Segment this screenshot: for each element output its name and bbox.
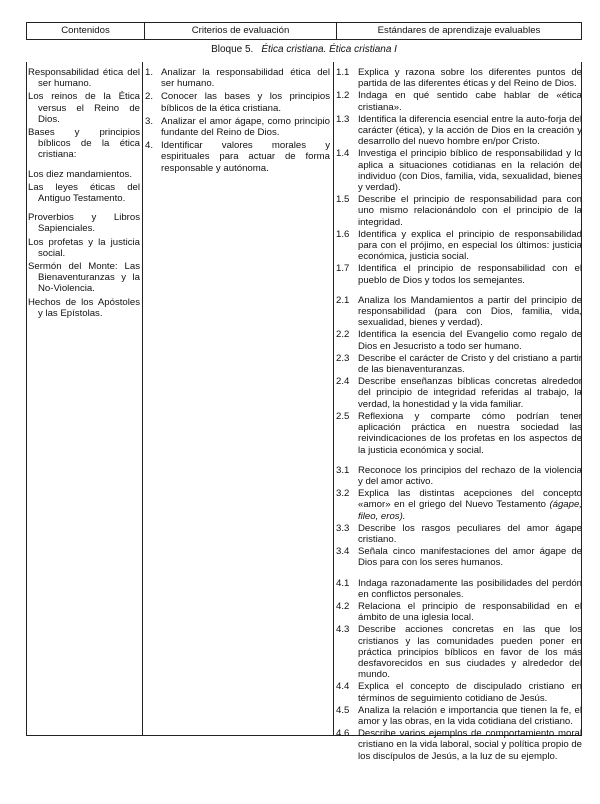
estandar-number: 2.3 — [336, 352, 350, 364]
table-border-left — [26, 62, 27, 736]
estandar-item — [336, 353, 582, 375]
block-name: Ética cristiana. Ética cristiana I — [261, 44, 397, 55]
column-divider-2 — [333, 62, 334, 736]
estandar-item — [336, 546, 582, 568]
estandar-number: 1.2 — [336, 90, 350, 102]
estandar-number: 3.4 — [336, 546, 350, 558]
header-estandares: Estándares de aprendizaje evaluables — [377, 25, 541, 37]
curriculum-table — [26, 22, 582, 762]
estandar-item — [336, 488, 582, 522]
criterio-number: 1. — [145, 67, 154, 78]
estandar-text: Identifica la diferencia esencial entre la auto-forja del carácter (ética), y la acción de Dios en la creación y desarrollo del nuevo hombre en/por Cristo. — [358, 113, 582, 148]
contenidos-column — [28, 67, 140, 321]
estandar-text: Reflexiona y comparte cómo podrían tener aplicación práctica en nuestra sociedad las reivindicaciones de los profetas en los aspectos de la justicia económica y social. — [358, 410, 582, 456]
criterio-text: Analizar el amor ágape, como principio fundante del Reino de Dios. — [161, 115, 330, 139]
criterio-number: 3. — [145, 115, 154, 127]
contenido-item: Proverbios y Libros Sapienciales. — [28, 212, 140, 235]
estandar-item — [336, 329, 582, 351]
criterio-text: Identificar valores morales y espirituales para actuar de forma responsable y autónoma. — [161, 140, 330, 174]
estandar-number: 2.4 — [336, 376, 350, 388]
criterio-item — [145, 116, 330, 138]
estandar-item — [336, 148, 582, 193]
estandar-number: 1.4 — [336, 148, 350, 160]
estandar-number: 1.7 — [336, 263, 350, 275]
estandar-item — [336, 194, 582, 228]
estandar-number: 1.3 — [336, 113, 350, 125]
block-label: Bloque 5. — [211, 44, 254, 55]
estandar-item — [336, 705, 582, 727]
estandar-text: Identifica el principio de responsabilidad con el pueblo de Dios y todos los semejantes. — [358, 263, 582, 286]
estandar-text: Describe el carácter de Cristo y del cristiano a partir de las bienaventuranzas. — [358, 352, 582, 376]
estandar-text: Analiza la relación e importancia que tienen la fe, el amor y las obras, en la vida cotidiana del cristiano. — [358, 704, 582, 727]
estandares-column — [336, 67, 582, 763]
estandar-item — [336, 295, 582, 329]
estandar-text: Describe los rasgos peculiares del amor ágape cristiano. — [358, 522, 582, 545]
contenido-item: Bases y principios bíblicos de la ética cristiana: — [28, 127, 140, 161]
estandar-text: Identifica la esencia del Evangelio como regalo de Dios en Jesucristo a todo ser humano. — [358, 329, 582, 352]
estandar-text: Reconoce los principios del rechazo de la violencia y del amor activo. — [358, 464, 582, 487]
estandar-item — [336, 376, 582, 410]
estandar-item — [336, 263, 582, 285]
estandar-item — [336, 728, 582, 762]
estandar-number: 4.3 — [336, 624, 350, 636]
header-contenidos: Contenidos — [27, 23, 145, 39]
criterio-item — [145, 91, 330, 113]
contenido-item: Responsabilidad ética del ser humano. — [28, 67, 140, 90]
estandar-text: Describe el principio de responsabilidad para con uno mismo relacionándolo con el principio de la integridad. — [358, 194, 582, 228]
header-criterios: Criterios de evaluación — [145, 23, 337, 39]
estandar-text: Describe varios ejemplos de comportamiento moral cristiano en la vida laboral, social y política propio de los discípulos de Jesús, a la luz de su ejemplo. — [358, 728, 582, 762]
criterio-text: Analizar la responsabilidad ética del ser humano. — [161, 67, 330, 90]
estandar-number: 1.1 — [336, 67, 350, 78]
estandar-text: Describe enseñanzas bíblicas concretas alrededor del principio de integridad referidas al trabajo, la verdad, la honestidad y la vida familiar. — [358, 376, 582, 410]
estandar-number: 1.6 — [336, 228, 350, 240]
contenido-item: Hechos de los Apóstoles y las Epístolas. — [28, 296, 140, 319]
estandar-item — [336, 601, 582, 623]
estandar-number: 2.1 — [336, 294, 350, 306]
estandar-item — [336, 90, 582, 112]
column-divider-1 — [142, 62, 143, 736]
estandar-text: Explica y razona sobre los diferentes puntos de partida de las diferentes éticas y del Reino de Dios. — [358, 67, 582, 90]
table-header — [26, 22, 582, 40]
criterio-number: 4. — [145, 140, 154, 152]
estandar-number: 1.5 — [336, 194, 350, 206]
estandar-number: 4.6 — [336, 728, 350, 740]
contenido-item: Los reinos de la Ética versus el Reino de Dios. — [28, 91, 140, 125]
criterio-text: Conocer las bases y los principios bíblicos de la ética cristiana. — [161, 91, 330, 114]
estandar-number: 3.2 — [336, 488, 350, 500]
estandar-number: 4.1 — [336, 577, 350, 589]
estandar-number: 4.4 — [336, 681, 350, 693]
block-title — [26, 44, 582, 60]
estandar-item — [336, 681, 582, 703]
contenido-item: Los diez mandamientos. — [28, 168, 132, 180]
estandar-number: 4.5 — [336, 704, 350, 716]
estandar-text: Indaga en qué sentido cabe hablar de «ética cristiana». — [358, 90, 582, 113]
estandar-text: Explica las distintas acepciones del concepto «amor» en el griego del Nuevo Testamento — [358, 488, 582, 511]
estandar-text: Describe acciones concretas en las que los cristianos y las comunidades pueden poner en práctica principios bíblicos en favor de los más desfavorecidos en sus ciudades y alrededor del mundo. — [358, 624, 582, 681]
estandar-text: Indaga razonadamente las posibilidades del perdón en conflictos personales. — [358, 577, 582, 600]
contenido-item: Las leyes éticas del Antiguo Testamento. — [28, 181, 140, 205]
criterios-column — [145, 67, 330, 176]
estandar-number: 3.3 — [336, 522, 350, 534]
estandar-item — [336, 114, 582, 148]
estandar-item — [336, 465, 582, 487]
estandar-text: Relaciona el principio de responsabilidad en el ámbito de una iglesia local. — [358, 600, 582, 624]
contenido-item: Sermón del Monte: Las Bienaventuranzas y la No-Violencia. — [28, 261, 140, 295]
estandar-text: Analiza los Mandamientos a partir del principio de responsabilidad (para con Dios, familia, vida, sexualidad, bienes y verdad). — [358, 294, 582, 329]
estandar-number: 2.2 — [336, 329, 350, 341]
estandar-number: 4.2 — [336, 600, 350, 612]
criterio-number: 2. — [145, 91, 154, 103]
estandar-number: 3.1 — [336, 464, 350, 476]
estandar-item — [336, 578, 582, 600]
estandar-item — [336, 624, 582, 680]
estandar-number: 2.5 — [336, 410, 350, 422]
estandar-text: Investiga el principio bíblico de responsabilidad y lo aplica a situaciones cotidianas en la relación del individuo (con Dios, familia, vida, sexualidad, bienes y verdad). — [358, 148, 582, 194]
estandar-text: Señala cinco manifestaciones del amor ágape de Dios para con los seres humanos. — [358, 546, 582, 569]
criterio-item — [145, 140, 330, 174]
estandar-item — [336, 229, 582, 263]
estandar-item — [336, 67, 582, 89]
estandar-italic: (ágape, fileo, eros). — [358, 499, 582, 522]
estandar-text: Identifica y explica el principio de responsabilidad para con el prójimo, en especial los últimos: justicia económica, justicia social. — [358, 228, 582, 263]
contenido-item: Los profetas y la justicia social. — [28, 236, 140, 259]
estandar-item — [336, 411, 582, 456]
criterio-item — [145, 67, 330, 89]
estandar-text: Explica el concepto de discipulado cristiano en términos de seguimiento cotidiano de Jesús. — [358, 681, 582, 704]
estandar-item — [336, 523, 582, 545]
